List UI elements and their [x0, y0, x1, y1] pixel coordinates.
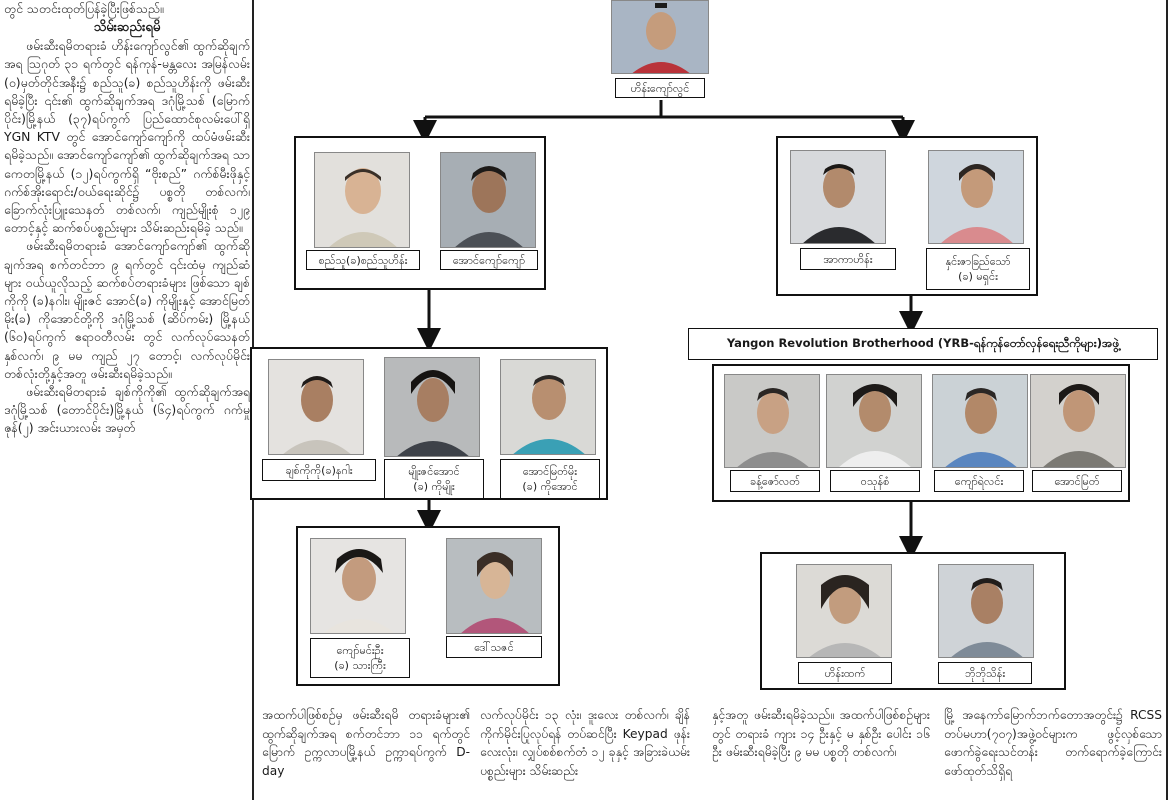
person-photo: [310, 538, 406, 634]
group-label: Yangon Revolution Brotherhood (YRB-ရန်ကုန်တော်လှန်ရေးညီကိုများ)အဖွဲ့: [688, 328, 1158, 360]
person-photo: [268, 359, 364, 455]
left-mid-box: [250, 347, 608, 500]
person-caption: ဟိန်းကျော်လွင်: [615, 78, 705, 98]
person-photo: [314, 152, 410, 248]
person-photo: [724, 374, 820, 468]
person-photo: [1030, 374, 1126, 468]
right-mid-box: [712, 364, 1130, 502]
person-caption: ဒေါ်သဇင်: [446, 636, 542, 658]
person-caption: ကျော်ရဲလင်း: [934, 470, 1024, 492]
person-caption: ဝသုန်စံ: [830, 470, 920, 492]
bottom-text-column-3: နှင့်အတူ ဖမ်းဆီးရမိခဲ့သည်။ အထက်ပါဖြစ်စဉ်များတွင် တရားခံ ကျား ၁၄ ဦးနှင့် မ နှစ်ဦး ပေါင်း ၁၆ ဦး ဖမ်းဆီးရမိခဲ့ပြီး ၉ မမ ပစ္စတို တစ်လက်၊: [712, 708, 930, 759]
person-photo: [440, 152, 536, 248]
person-photo: [500, 359, 596, 455]
person-caption: ခန့်ဇော်လတ်: [730, 470, 820, 492]
person-caption: ဟိန်းထက်: [798, 662, 892, 684]
person-caption: နှင်းဇာခြည်သော် (ခ) မရှင်း: [926, 248, 1030, 290]
bottom-text-column-1: အထက်ပါဖြစ်စဉ်မှ ဖမ်းဆီးရမိ တရားခံများ၏ ထွက်ဆိုချက်အရ စက်တင်ဘာ ၁၁ ရက်တွင် မြောက် ဥက္ကလာပမြို့နယ် ဥက္ကာရပ်ကွက် D-day: [262, 708, 470, 778]
person-caption: အောင်ကျော်ကျော်: [440, 250, 538, 270]
person-photo: [826, 374, 922, 468]
person-caption: ဘိုဘိုသိန်း: [938, 662, 1032, 684]
person-photo: [611, 0, 709, 74]
right-bottom-box: [760, 552, 1066, 690]
person-caption: အောင်မြတ်မိုး (ခ) ကိုအောင်: [500, 459, 600, 499]
branch-right-box: [776, 136, 1038, 296]
paragraph-1: ဖမ်းဆီးရမိတရားခံ ဟိန်းကျော်လွင်၏ ထွက်ဆိုချက်အရ ဩဂုတ် ၃၁ ရက်တွင် ရန်ကုန်-မန္တလေး အမြန်လမ်း (၀)မှတ်တိုင်အနီး၌ စည်သူ(ခ) စည်သူဟိန်းကို ဖမ်းဆီးရမိခဲ့ပြီး ၎င်း၏ ထွက်ဆိုချက်အရ ဒဂုံမြို့သစ် (မြောက်ပိုင်း)မြို့နယ် (၃၇)ရပ်ကွက် ပြည်ထောင်စုလမ်းပေါ်ရှိ YGN KTV တွင် အောင်ကျော်ကျော်ကို ထပ်မံဖမ်းဆီး ရမိခဲ့သည်။ အောင်ကျော်ကျော်၏ ထွက်ဆိုချက်အရ သာကေတမြို့နယ် (၁၂)ရပ်ကွက်ရှိ “ဗိုးစည်” ဂက်စ်မီးဖိုနှင့် ဂက်စ်အိုးရောင်း/ဝယ်ရေးဆိုင်၌ ပစ္စတို တစ်လက်၊ ခြောက်လုံးပြူးသေနတ် တစ်လက်၊ ကျည်မျိုးစုံ ၁၂၉ တောင့်နှင့် ဆက်စပ်ပစ္စည်းများ သိမ်းဆည်းရမိခဲ့ သည်။: [4, 38, 250, 236]
person-caption: အောင်မြတ်: [1032, 470, 1122, 492]
person-photo: [796, 564, 892, 658]
person-photo: [938, 564, 1034, 658]
person-caption: စည်သူ(ခ)စည်သူဟိန်း: [306, 250, 420, 270]
paragraph-3: ဖမ်းဆီးရမိတရားခံ ချစ်ကိုကို၏ ထွက်ဆိုချက်အရ ဒဂုံမြို့သစ် (တောင်ပိုင်း)မြို့နယ် (၆၄)ရပ်ကွက် ဂက်မှုဇုန်(၂) အင်းယားလမ်း အမှတ်: [4, 384, 250, 436]
person-photo: [932, 374, 1028, 468]
person-photo: [928, 150, 1024, 244]
person-photo: [446, 538, 542, 634]
person-caption: ကျော်မင်းဦး (ခ) သားကြီး: [310, 638, 410, 678]
person-caption: ချစ်ကိုကို(ခ)နဂါး: [262, 459, 376, 481]
person-photo: [790, 150, 886, 244]
person-caption: မျိုးဇင်အောင် (ခ) ကိုမျိုး: [384, 459, 484, 499]
left-top-line: တွင် သတင်းထုတ်ပြန်ခဲ့ပြီးဖြစ်သည်။: [4, 1, 164, 16]
person-caption: အာကာဟိန်း: [800, 248, 896, 270]
bottom-text-column-2: လက်လုပ်မိုင်း ၁၃ လုံး၊ ဒူးလေး တစ်လက်၊ ချိန်ကိုက်မိုင်းပြုလုပ်ရန် တပ်ဆင်ပြီး Keypad ဖုန်း လေးလုံး၊ လျှပ်စစ်စက်တံ ၁၂ ခုနှင့် အခြားခဲယမ်းပစ္စည်းများ သိမ်းဆည်း: [480, 708, 690, 778]
section-heading: သိမ်းဆည်းရမိ: [93, 20, 161, 36]
left-bottom-box: [296, 526, 560, 686]
bottom-text-column-4: မြို့ အနေကာ်မြောက်ဘက်တောအတွင်း၌ RCSS တပ်မဟာ(၇၀၇)အဖွဲ့ဝင်များက ဖွင့်လှစ်သော ဖောက်ခွဲရေးသင်တန်း တက်ရောက်ခဲ့ကြောင်း ဖော်ထုတ်သိရှိရ: [944, 708, 1162, 778]
person-photo: [384, 357, 480, 457]
top-person-card: [605, 0, 715, 100]
paragraph-2: ဖမ်းဆီးရမိတရားခံ အောင်ကျော်ကျော်၏ ထွက်ဆိုချက်အရ စက်တင်ဘာ ၉ ရက်တွင် ၎င်းထံမှ ကျည်ဆံများ ဝယ်ယူလိုသည့် ဆက်စပ်တရားခံများ ဖြစ်သော ချစ်ကိုကို (ခ)နဂါး၊ မျိုးဇင် အောင်(ခ) ကိုမျိုးနှင့် အောင်မြတ်မိုး(ခ) ကိုအောင်တို့ကို ဒဂုံမြို့သစ် (ဆိပ်ကမ်း) မြို့နယ် (၆၀)ရပ်ကွက် ဧရာဝတီလမ်း တွင် လက်လုပ်သေနတ် နှစ်လက်၊ ၉ မမ ကျည် ၂၇ တောင့်၊ လက်လုပ်မိုင်း တစ်လုံးတို့နှင့်အတူ ဖမ်းဆီးရမိခဲ့သည်။: [4, 238, 250, 381]
branch-left-box: [294, 136, 546, 290]
